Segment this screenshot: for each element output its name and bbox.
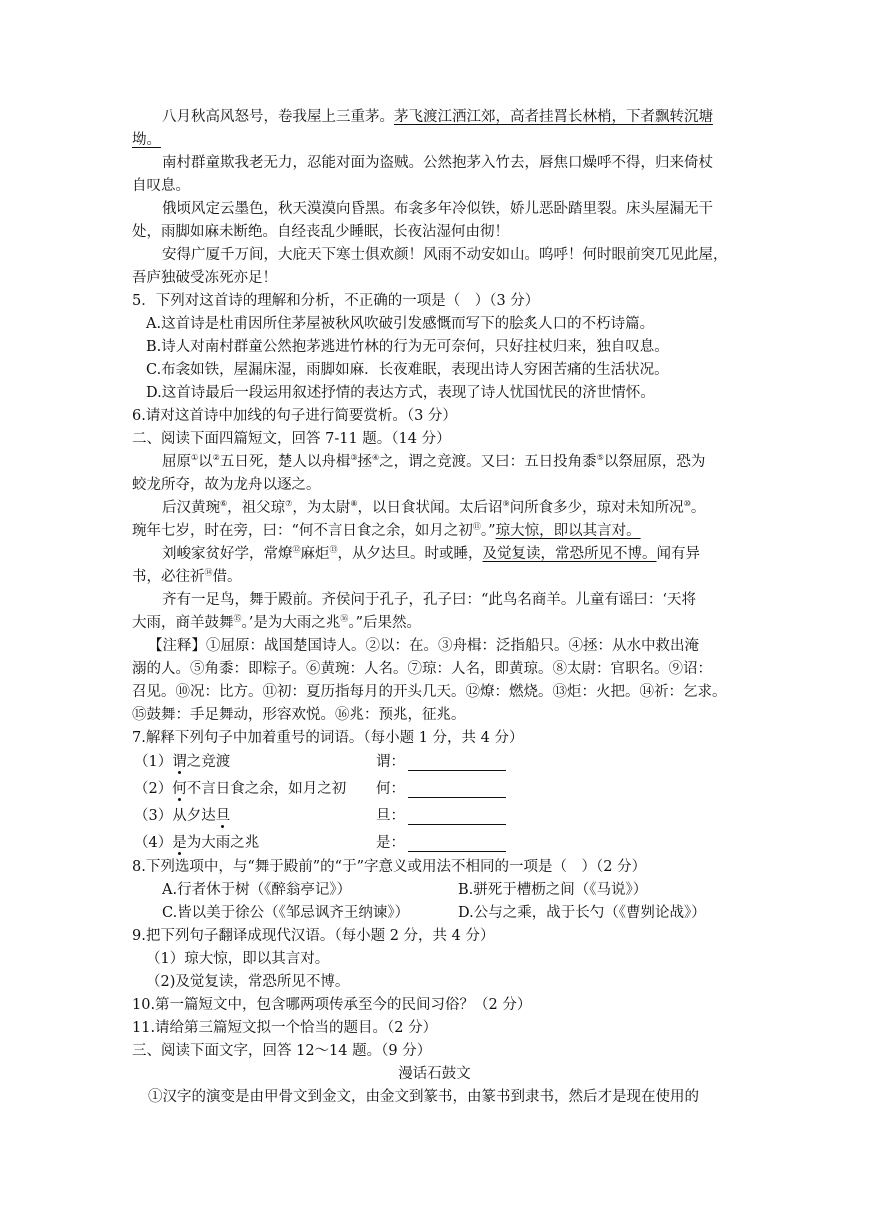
poem-paragraph-1	[162, 107, 713, 127]
underlined-sentence: 茅飞渡江洒江郊，高者挂罥长林梢，下者飘转沉塘	[394, 109, 713, 125]
passage-2: 后汉黄琬⑥，祖父琼⑦，为太尉⑧，以日食状闻。太后诏⑨问所食多少，琼对未知所况⑩。	[162, 499, 706, 516]
question-7-item-3: （3）从夕达旦	[134, 808, 231, 824]
underlined-sentence-2: 琼大惊，即以其言对。	[495, 523, 641, 539]
question-5-option-c: C.布衾如铁，屋漏床湿，雨脚如麻．长夜难眠，表现出诗人穷困苦痛的生活状况。	[146, 362, 669, 378]
passage-2-cont: 琬年七岁，时在旁，曰：“何不言日食之余，如月之初⑪。”琼大惊，即以其言对。	[132, 522, 641, 539]
question-7-answer-label-3: 旦：	[376, 808, 405, 824]
question-7-answer-label-4: 是：	[376, 835, 405, 851]
question-5-option-b: B.诗人对南村群童公然抱茅逃进竹林的行为无可奈何，只好拄杖归来，独自叹息。	[146, 339, 669, 355]
passage-1-cont: 蛟龙所夺，故为龙舟以逐之。	[132, 477, 321, 493]
essay-title: 漫话石鼓文	[398, 1066, 471, 1082]
poem-paragraph-4-cont: 吾庐独破受冻死亦足！	[132, 270, 277, 286]
essay-paragraph-1: ①汉字的演变是由甲骨文到金文，由金文到篆书，由篆书到隶书，然后才是现在使用的	[148, 1089, 699, 1105]
passage-3: 刘峻家贫好学，常燎⑫麻炬⑬，从夕达旦。时或睡，及觉复读，常恐所见不博。闻有异	[162, 545, 700, 562]
question-7-stem: 7.解释下列句子中加着重号的词语。（每小题 1 分，共 4 分）	[132, 730, 524, 746]
question-5-option-a: A.这首诗是杜甫因所住茅屋被秋风吹破引发感慨而写下的脍炙人口的不朽诗篇。	[146, 316, 655, 332]
answer-blank-3[interactable]	[408, 824, 506, 825]
answer-blank-2[interactable]	[408, 797, 506, 798]
notes-line-1: 【注释】①屈原：战国楚国诗人。②以：在。③舟楫：泛指船只。④拯：从水中救出淹	[148, 638, 699, 654]
question-8-option-a: A.行者休于树（《醉翁亭记》）	[162, 882, 352, 898]
question-7-item-4: （4）是为大雨之兆	[134, 835, 260, 851]
notes-line-4: ⑮鼓舞：手足舞动，形容欢悦。⑯兆：预兆，征兆。	[132, 707, 466, 723]
poem-paragraph-3: 俄顷风定云墨色，秋天漠漠向昏黑。布衾多年冷似铁，娇儿恶卧踏里裂。床头屋漏无干	[162, 201, 713, 217]
question-9-item-2: （2)及觉复读，常恐所见不博。	[146, 974, 350, 990]
emphasis-dot-word: 是	[172, 835, 187, 851]
passage-3-cont: 书，必往祈⑭借。	[132, 568, 242, 585]
section-3-heading: 三、阅读下面文字，回答 12～14 题。（9 分）	[132, 1043, 432, 1059]
emphasis-dot-word: 谓	[172, 754, 187, 770]
question-7-item-2: （2）何不言日食之余，如月之初	[134, 781, 347, 797]
question-8-option-d: D.公与之乘，战于长勺（《曹刿论战》）	[458, 905, 706, 921]
question-8-option-c: C.皆以美于徐公（《邹忌讽齐王纳谏》）	[162, 905, 410, 921]
question-8-stem: 8.下列选项中，与“舞于殿前”的“于”字意义或用法不相同的一项是（ ）（2 分）	[132, 859, 647, 875]
question-10: 10.第一篇短文中，包含哪两项传承至今的民间习俗？（2 分）	[132, 997, 532, 1013]
notes-line-3: 召见。⑩况：比方。⑪初：夏历指每月的开头几天。⑫燎：燃烧。⑬炬：火把。⑭祈：乞求。	[132, 684, 727, 700]
question-11: 11.请给第三篇短文拟一个恰当的题目。（2 分）	[132, 1020, 438, 1036]
poem-paragraph-2-cont: 自叹息。	[132, 178, 190, 194]
underlined-sentence-3: 及觉复读，常恐所见不博。	[482, 546, 657, 562]
question-7-answer-label-1: 谓：	[376, 754, 405, 770]
passage-4: 齐有一足鸟，舞于殿前。齐侯问于孔子，孔子曰：“此鸟名商羊。儿童有谣曰：‘天将	[162, 592, 697, 608]
question-9-item-1: （1）琼大惊，即以其言对。	[146, 951, 330, 967]
poem-paragraph-3-cont: 处，雨脚如麻未断绝。自经丧乱少睡眠，长夜沾湿何由彻！	[132, 224, 509, 240]
question-5-option-d: D.这首诗最后一段运用叙述抒情的表达方式，表现了诗人忧国忧民的济世情怀。	[146, 385, 655, 401]
section-2-heading: 二、阅读下面四篇短文，回答 7-11 题。（14 分）	[132, 431, 451, 447]
notes-line-2: 溺的人。⑤角黍：即粽子。⑥黄琬：人名。⑦琼：人名，即黄琼。⑧太尉：官职名。⑨诏：	[132, 661, 712, 677]
poem-text: 八月秋高风怒号，卷我屋上三重茅。	[162, 109, 394, 125]
answer-blank-1[interactable]	[408, 770, 506, 771]
question-7-answer-label-2: 何：	[376, 781, 405, 797]
question-5-stem: 5．下列对这首诗的理解和分析，不正确的一项是（ ）（3 分）	[132, 293, 540, 309]
question-6: 6.请对这首诗中加线的句子进行简要赏析。（3 分）	[132, 408, 457, 424]
question-7-item-1: （1）谓之竞渡	[134, 754, 231, 770]
poem-paragraph-4: 安得广厦千万间，大庇天下寒士俱欢颜！风雨不动安如山。呜呼！何时眼前突兀见此屋，	[162, 247, 728, 263]
passage-1: 屈原①以②五日死，楚人以舟楫③拯④之，谓之竞渡。又曰：五日投角黍⑤以祭屈原，恐为	[162, 453, 706, 470]
emphasis-dot-word: 何	[172, 781, 187, 797]
emphasis-dot-word: 旦	[215, 808, 231, 824]
question-8-option-b: B.骈死于槽枥之间（《马说》）	[458, 882, 648, 898]
question-9-stem: 9.把下列句子翻译成现代汉语。（每小题 2 分，共 4 分）	[132, 928, 495, 944]
underlined-sentence-end: 坳。	[132, 132, 161, 148]
answer-blank-4[interactable]	[408, 851, 506, 852]
passage-4-cont: 大雨，商羊鼓舞⑮。’是为大雨之兆⑯。”后果然。	[132, 614, 422, 631]
poem-paragraph-2: 南村群童欺我老无力，忍能对面为盗贼。公然抱茅入竹去，唇焦口燥呼不得，归来倚杖	[162, 155, 713, 171]
